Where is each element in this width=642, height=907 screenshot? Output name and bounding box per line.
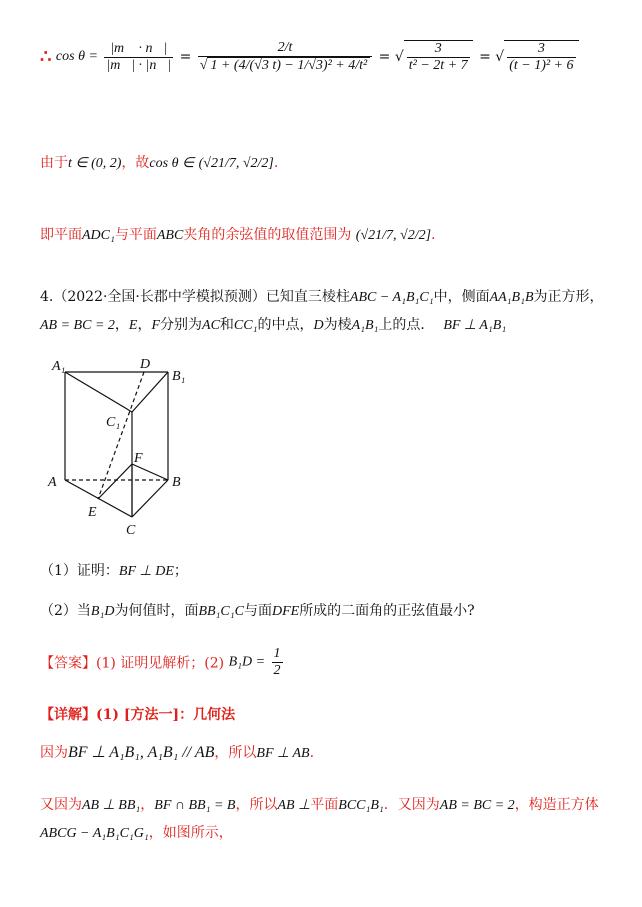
label-F: F — [134, 451, 143, 466]
label-E: E — [88, 505, 97, 520]
cos-theta-lhs: cos θ = — [55, 49, 98, 64]
range-line: 由于t ∈ (0, 2)，故cos θ ∈ (√21/7, √2/2]. — [40, 155, 279, 171]
question-1: （1）证明：BF ⊥ DE； — [40, 563, 188, 579]
answer-line: 【答案】(1) 证明见解析；(2) B₁D = $\frac{1}{2}$ — [40, 646, 281, 678]
label-A: A — [48, 475, 57, 490]
fraction-complex-den: √ 1 + (4/(√3 t) − 1/√3)² + 4/t² — [198, 57, 372, 74]
question-2: （2）当B₁D为何值时，面BB₁C₁C与面DFE所成的二面角的正弦值最小? — [40, 603, 475, 619]
fraction-mn-num: |m⃗ · n⃗| — [104, 41, 173, 58]
fraction-complex — [198, 40, 372, 74]
answer-fraction: $\frac{1}{2}$ — [273, 646, 281, 678]
problem-line-1: 4.（2022·全国·长郡中学模拟预测）已知直三棱柱ABC − A₁B₁C₁中，侧面AA₁B₁B为正方形， — [40, 289, 604, 305]
fraction-mn — [104, 41, 173, 74]
therefore-symbol: ∴ — [40, 46, 52, 68]
because-line-1: 因为BF ⊥ A₁B₁, A₁B₁ // AB，所以BF ⊥ AB. — [40, 744, 315, 761]
fraction-sqrt-1: $\frac{3}{\text{t² − 2t + 7}}$ — [404, 40, 473, 74]
because-line-2: 又因为AB ⊥ BB₁，BF ∩ BB₁ = B，所以AB ⊥平面BCC₁B₁．又因为AB = BC = 2，构造正方体 — [40, 797, 599, 813]
prism-figure — [40, 352, 200, 542]
label-D: D — [140, 357, 151, 372]
fraction-complex-num: 2/t — [198, 40, 372, 57]
interval-1: (√21/7, √2/2] — [198, 156, 274, 171]
label-C: C — [126, 523, 136, 538]
problem-line-2: AB = BC = 2，E，F分别为AC和CC₁的中点，D为棱A₁B₁上的点． BF ⊥ A₁B₁ — [40, 317, 507, 333]
because-line-3: ABCG − A₁B₁C₁G₁，如图所示， — [40, 825, 233, 841]
label-B: B — [172, 475, 181, 490]
equals-sign: = — [179, 49, 192, 65]
label-A1: A₁ — [52, 359, 66, 374]
label-B1: B₁ — [172, 369, 186, 384]
interval-2: (√21/7, √2/2] — [355, 228, 432, 243]
conclusion-line: 即平面ADC₁与平面ABC夹角的余弦值的取值范围为 (√21/7, √2/2]. — [40, 227, 436, 243]
fraction-sqrt-2: $\frac{3}{\text{(t − 1)² + 6}}$ — [504, 40, 578, 74]
detail-heading: 【详解】(1) [方法一]：几何法 — [40, 707, 236, 723]
fraction-mn-den: |m⃗| · |n⃗| — [106, 57, 172, 73]
label-C1: C₁ — [106, 415, 121, 430]
cos-formula: ∴ cos θ = $\frac{|m⃗ \cdot n⃗|}{|m⃗| \cdot |n⃗|}$ = $\frac{2/t}{\text{√ 1 + (4/(√3 t) − 1/√3)² + 4/t²}}$ = √ $\frac{3}{\text{t² − 2t + 7}}$ = √ $\frac{3}{\text{(t − 1)² + 6}}$ — [40, 40, 581, 100]
